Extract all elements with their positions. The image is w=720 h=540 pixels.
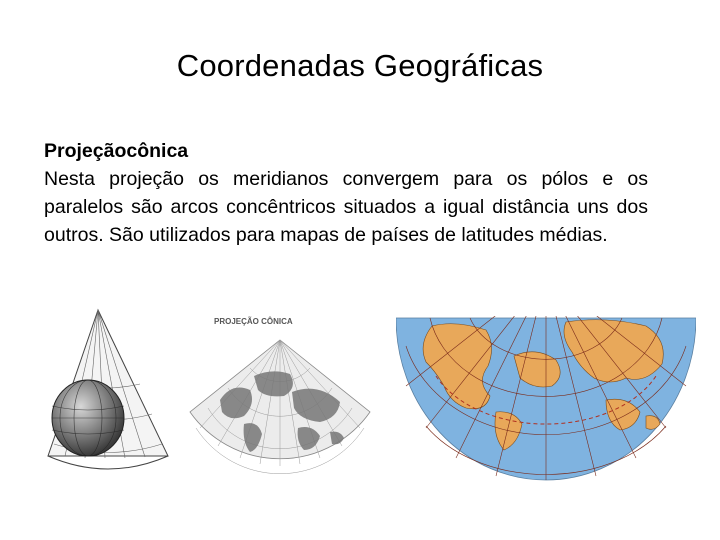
description-paragraph: Nesta projeção os meridianos convergem para os pólos e os paralelos são arcos concêntricos situados a igual distância uns dos outros. São utilizados para mapas de países de latitudes médias. [44, 168, 648, 246]
cone-globe-illustration-icon [40, 306, 180, 486]
slide-title: Coordenadas Geográficas [176, 48, 544, 83]
projection-label: PROJEÇÃO CÔNICA [214, 317, 293, 326]
section-subtitle: Projeçãocônica [44, 140, 189, 162]
colored-conic-map-icon [396, 316, 696, 482]
conic-world-map-icon [180, 312, 380, 482]
slide-body [44, 137, 648, 249]
